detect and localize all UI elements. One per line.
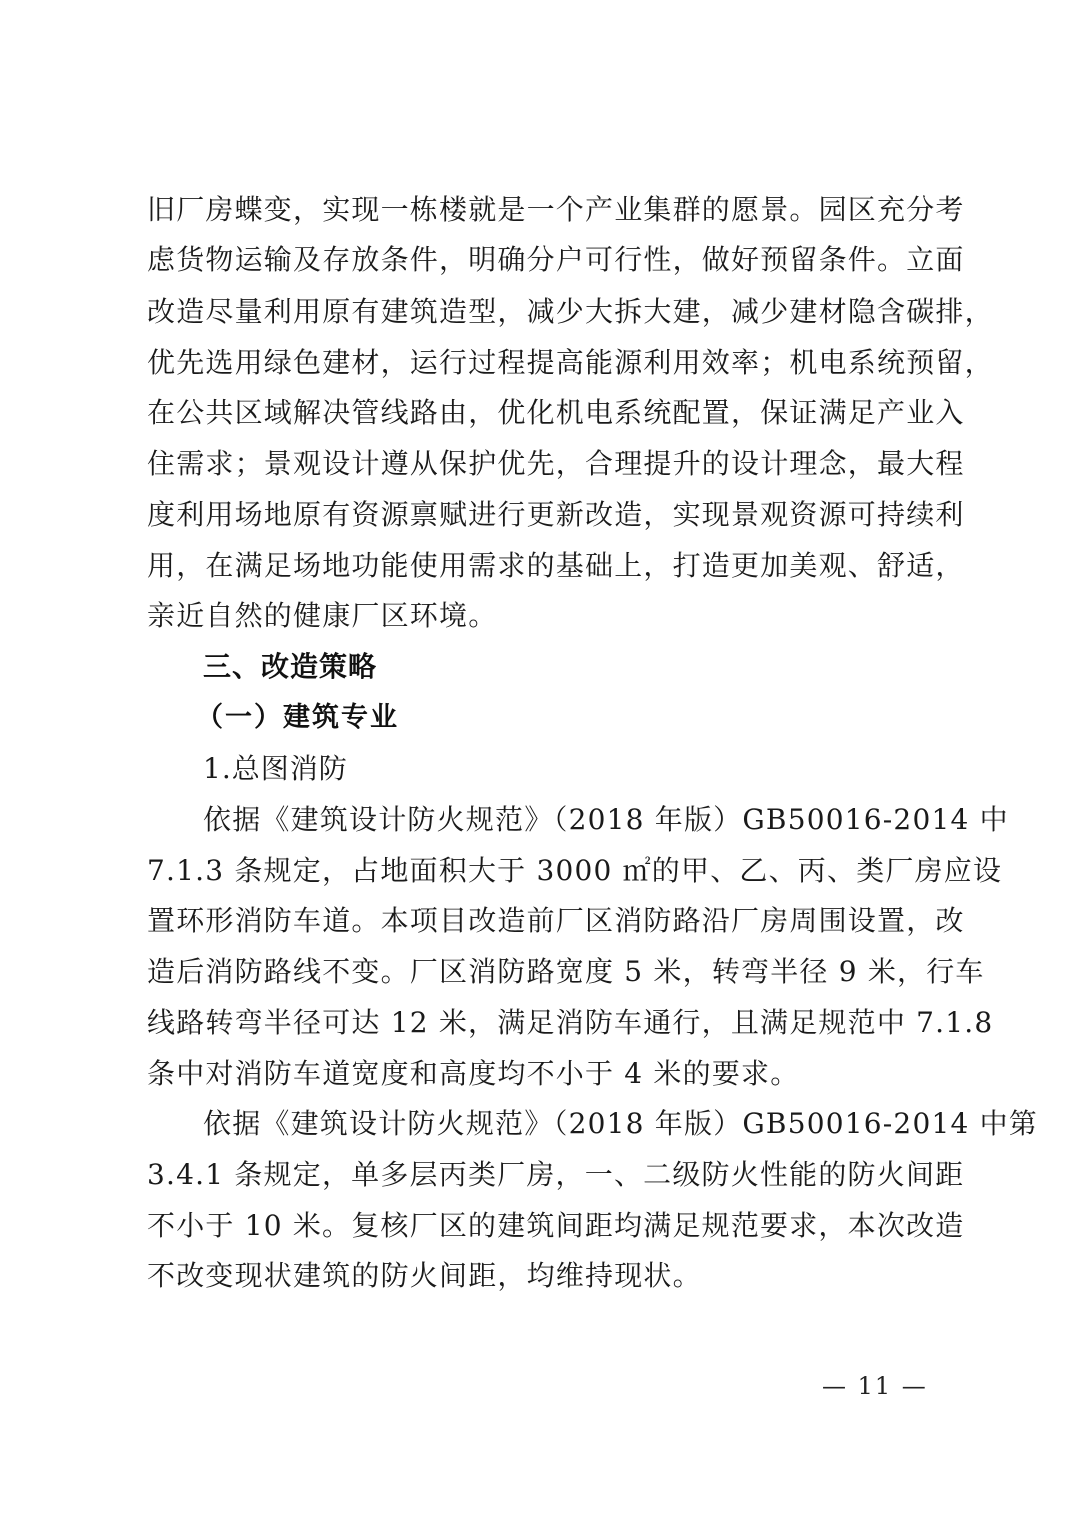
text-line: 3.4.1 条规定，单多层丙类厂房，一、二级防火性能的防火间距 bbox=[147, 1158, 965, 1191]
subsection-heading: （一）建筑专业 bbox=[196, 702, 399, 733]
text-line: 度利用场地原有资源禀赋进行更新改造，实现景观资源可持续利 bbox=[147, 498, 965, 531]
text-line: 依据《建筑设计防火规范》（2018 年版）GB50016-2014 中第 bbox=[203, 1107, 1038, 1140]
text-line: 不小于 10 米。复核厂区的建筑间距均满足规范要求，本次改造 bbox=[147, 1209, 965, 1242]
text-line: 造后消防路线不变。厂区消防路宽度 5 米，转弯半径 9 米，行车 bbox=[147, 955, 985, 988]
text-line: 虑货物运输及存放条件，明确分户可行性，做好预留条件。立面 bbox=[147, 243, 965, 276]
text-line: 线路转弯半径可达 12 米，满足消防车通行，且满足规范中 7.1.8 bbox=[147, 1006, 994, 1039]
item-heading: 1.总图消防 bbox=[203, 752, 348, 785]
text-line: 不改变现状建筑的防火间距，均维持现状。 bbox=[147, 1259, 702, 1292]
text-line: 优先选用绿色建材，运行过程提高能源利用效率；机电系统预留， bbox=[147, 346, 994, 379]
text-line: 改造尽量利用原有建筑造型，减少大拆大建，减少建材隐含碳排， bbox=[147, 295, 994, 328]
text-line: 旧厂房蝶变，实现一栋楼就是一个产业集群的愿景。园区充分考 bbox=[147, 193, 965, 226]
text-line: 在公共区域解决管线路由，优化机电系统配置，保证满足产业入 bbox=[147, 396, 965, 429]
text-line: 亲近自然的健康厂区环境。 bbox=[147, 599, 498, 632]
text-line: 置环形消防车道。本项目改造前厂区消防路沿厂房周围设置，改 bbox=[147, 904, 965, 937]
text-line: 用，在满足场地功能使用需求的基础上，打造更加美观、舒适， bbox=[147, 549, 965, 582]
text-line: 7.1.3 条规定，占地面积大于 3000 ㎡的甲、乙、丙、类厂房应设 bbox=[147, 854, 1003, 887]
text-line: 住需求；景观设计遵从保护优先，合理提升的设计理念，最大程 bbox=[147, 447, 965, 480]
section-heading: 三、改造策略 bbox=[203, 650, 378, 683]
text-line: 条中对消防车道宽度和高度均不小于 4 米的要求。 bbox=[147, 1057, 800, 1090]
page-number: — 11 — bbox=[822, 1372, 928, 1400]
text-line: 依据《建筑设计防火规范》（2018 年版）GB50016-2014 中 bbox=[203, 803, 1009, 836]
